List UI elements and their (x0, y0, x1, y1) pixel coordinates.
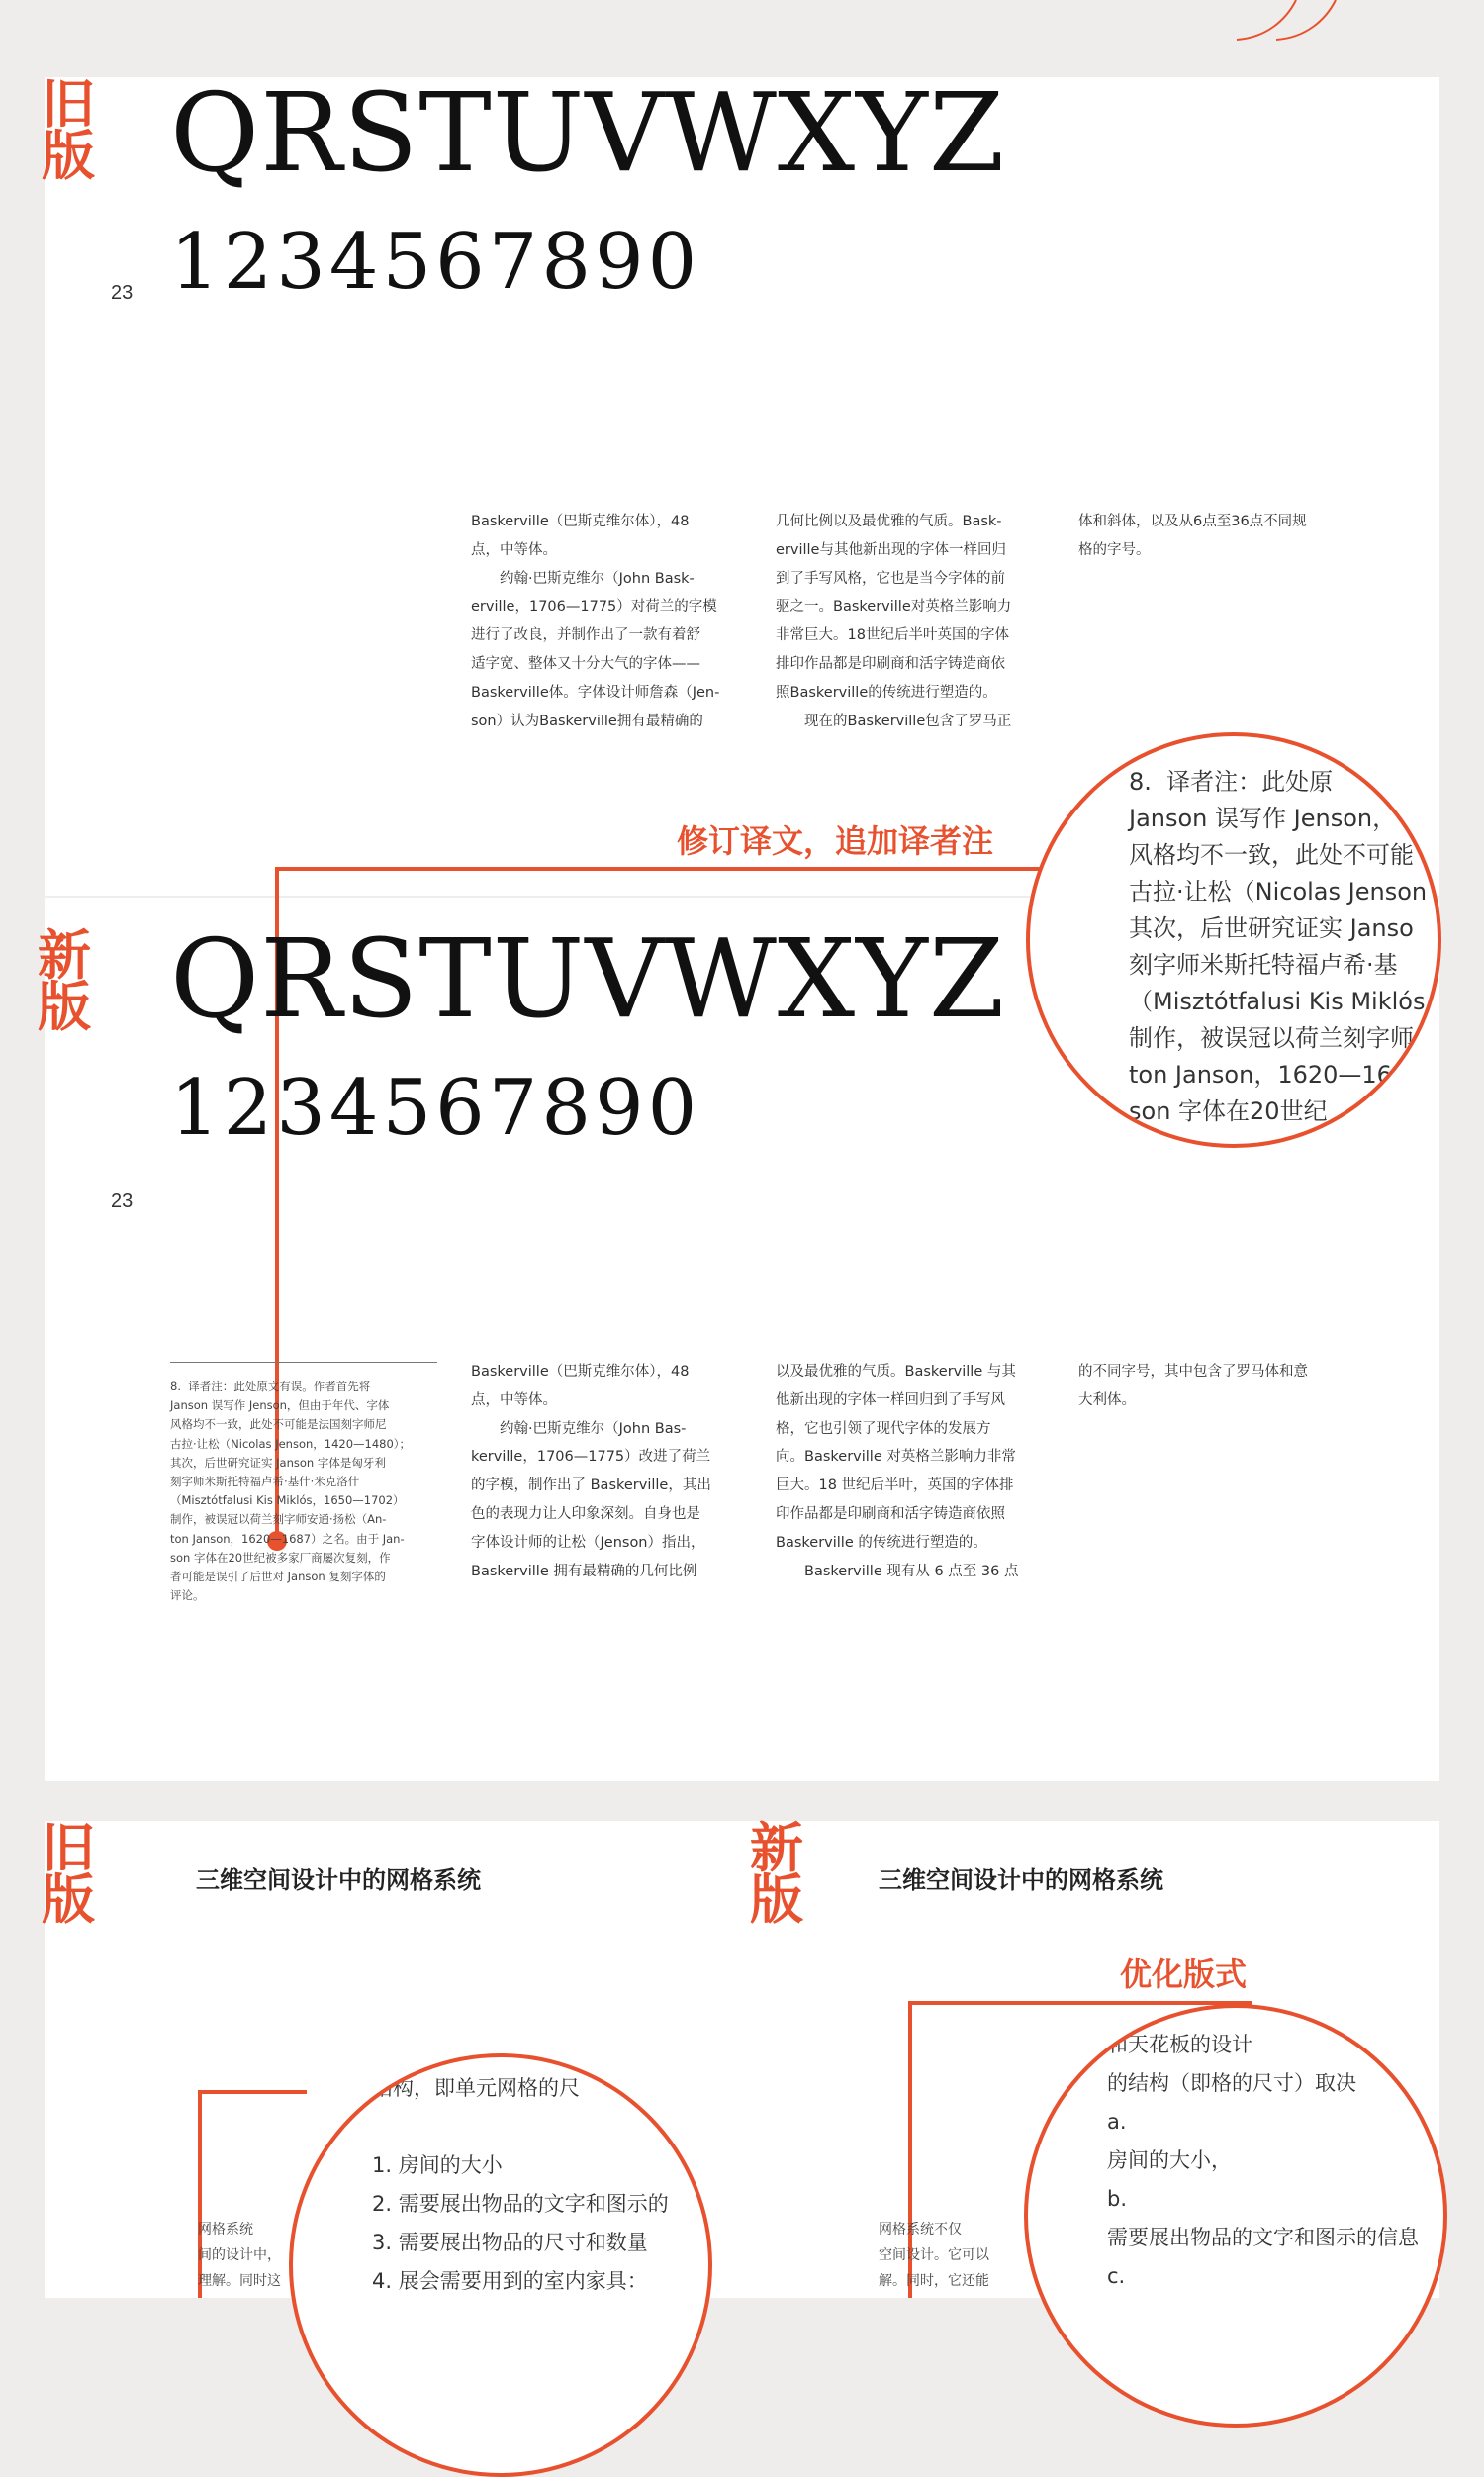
old-side-text: 网格系统 间的设计中， 理解。同时这 (198, 2222, 281, 2289)
annotation-label-revision: 修订译文，追加译者注 (677, 822, 994, 860)
specimen-digits-old: 1234567890 (170, 218, 701, 307)
page-number-new: 23 (111, 1191, 134, 1212)
old-text-column-2: 几何比例以及最优雅的气质。Bask- erville与其他新出现的字体一样回归 到了手写风格，它也是当今字体的前 驱之一。Baskerville对英格兰影响力 非常巨大。18世纪后半叶英国的字体 排印作品都是印刷商和活字铸造商依 照Baskerville的传统进行塑造的。 现在的Baskerville包含了罗马正 (776, 514, 1012, 729)
annotation-label-layout: 优化版式 (1120, 1955, 1248, 1993)
new-version-tag-bottom: 新 版 (750, 1817, 803, 1931)
page-number-old: 23 (111, 282, 134, 304)
old-callout-line-h (198, 2090, 307, 2094)
old-zoom-text: 结构，即单元网格的尺 1. 房间的大小 2. 需要展出物品的文字和图示的 3. 需要展出物品的尺寸和数量 4. 展会需要用到的室内家具： (372, 2076, 669, 2293)
specimen-letters-new: QRSTUVWXYZ (170, 915, 1006, 1042)
new-zoom-text: 和天花板的设计 的结构（即格的尺寸）取决 a. 房间的大小， b. 需要展出物品的文字和图示的信息 c. (1107, 2033, 1419, 2288)
decorative-stroke (1227, 0, 1365, 49)
new-callout-line-h (908, 2001, 1252, 2005)
old-text-column-3: 体和斜体，以及从6点至36点不同规 格的字号。 (1078, 514, 1307, 558)
new-side-text: 网格系统不仅 空间设计。它可以 解。同时，它还能 (879, 2222, 989, 2289)
old-version-tag: 旧 版 (42, 73, 95, 187)
new-text-column-1: Baskerville（巴斯克维尔体），48 点，中等体。 约翰·巴斯克维尔（John Bas- kerville，1706—1775）改进了荷兰 的字模，制作出了 Baskerville，其出 色的表现力让人印象深刻。自身也是 字体设计师的让松（Jenson）指出， Baskerville 拥有最精确的几何比例 (471, 1364, 711, 1579)
old-text-column-1: Baskerville（巴斯克维尔体），48 点，中等体。 约翰·巴斯克维尔（John Bask- erville，1706—1775）对荷兰的字模 进行了改良，并制作出了一款有着舒 适字宽、整体又十分大气的字体—— Baskerville体。字体设计师詹森（Jen- son）认为Baskerville拥有最精确的 (471, 514, 720, 729)
new-version-tag: 新 版 (38, 924, 91, 1038)
footnote-rule (170, 1362, 437, 1363)
annotation-line-horizontal (275, 867, 1047, 871)
old-version-tag-bottom: 旧 版 (42, 1817, 95, 1931)
zoom-circle-old-layout (289, 2053, 712, 2477)
old-section-title: 三维空间设计中的网格系统 (196, 1866, 481, 1894)
specimen-letters-old: QRSTUVWXYZ (170, 69, 1006, 196)
specimen-digits-new: 1234567890 (170, 1064, 701, 1153)
translator-footnote: 8. 译者注：此处原文有误。作者首先将 Janson 误写作 Jenson，但由于年代、字体 风格均不一致，此处不可能是法国刻字师尼 古拉·让松（Nicolas Jenson，1420—1480）； 其次，后世研究证实 Janson 字体是匈牙利 刻字师米斯托特福卢希·基什·米克洛什 （Misztótfalusi Kis Miklós，1650—1702） 制作，被误冠以荷兰刻字师安通·扬松（An- ton Janson，1620—1687）之名。由于 Jan- son 字体在20世纪被多家厂商屡次复刻，作 者可能是误引了后世对 Janson 复刻字体的 评论。 (170, 1380, 412, 1603)
zoom-footnote-text: 8. 译者注：此处原 Janson 误写作 Jenson， 风格均不一致，此处不可能 古拉·让松（Nicolas Jenson 其次，后世研究证实 Janso 刻字师米斯托特福卢希·基 （Misztótfalusi Kis Miklós 制作，被误冠以荷兰刻字师 ton Janson，1620—16 son 字体在20世纪 (1129, 768, 1428, 1125)
new-text-column-3: 的不同字号，其中包含了罗马体和意 大利体。 (1078, 1364, 1308, 1408)
zoom-circle-new-layout (1024, 2004, 1447, 2428)
new-section-title: 三维空间设计中的网格系统 (879, 1866, 1163, 1894)
new-text-column-2: 以及最优雅的气质。Baskerville 与其 他新出现的字体一样回归到了手写风 格，它也引领了现代字体的发展方 向。Baskerville 对英格兰影响力非常 巨大。18 世纪后半叶，英国的字体排 印作品都是印刷商和活字铸造商依照 Baskerville 的传统进行塑造的。 Baskerville 现有从 6 点至 36 点 (776, 1364, 1019, 1579)
zoom-circle-footnote (1026, 732, 1441, 1148)
